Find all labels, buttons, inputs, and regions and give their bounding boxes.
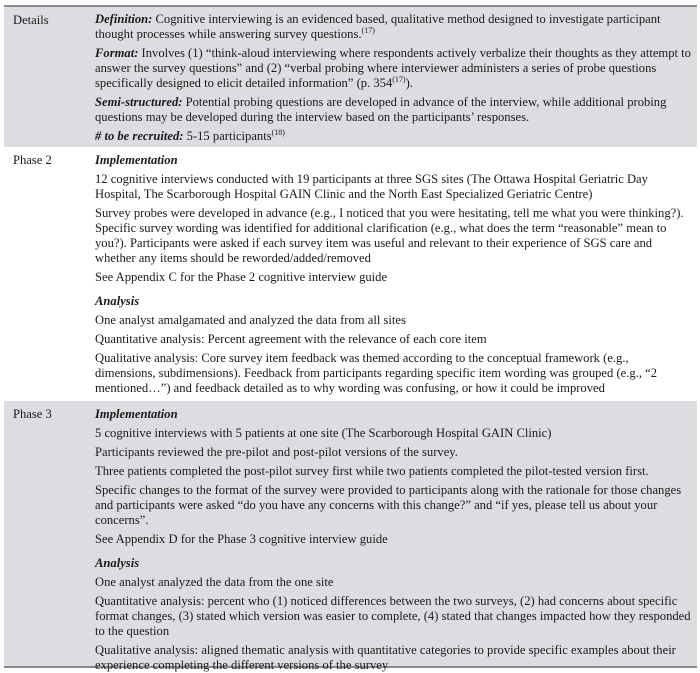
analysis-item: Qualitative analysis: aligned thematic analysis with quantitative categories to provide specific examples about their experience completing the different versions of the survey [95, 643, 676, 672]
row-label: Phase 3 [13, 407, 52, 421]
analysis-item: Quantitative analysis: Percent agreement with the relevance of each core item [95, 332, 487, 346]
table-row-phase-2 [4, 147, 697, 401]
implementation-item: See Appendix D for the Phase 3 cognitive interview guide [95, 532, 388, 546]
table-row-phase-3 [4, 401, 697, 672]
implementation-heading: Implementation [95, 407, 178, 421]
analysis-item: Quantitative analysis: percent who (1) noticed differences between the two surveys, (2) had concerns about specific format changes, (3) stated which version was easier to complete, (4) stated that changes impacted how they responded to the question [95, 594, 691, 638]
implementation-item: 5 cognitive interviews with 5 patients at one site (The Scarborough Hospital GAIN Clinic) [95, 426, 552, 440]
row-content [95, 152, 697, 395]
semi-structured-paragraph [95, 95, 691, 125]
recruited-paragraph [95, 129, 691, 144]
row-content [95, 12, 697, 141]
definition-text: Cognitive interviewing is an evidenced based, qualitative method designed to investigate participant thought processes while answering survey questions. [95, 12, 661, 41]
cognitive-interview-table [4, 5, 697, 672]
citation-ref: (17) [392, 74, 406, 84]
analysis-heading: Analysis [95, 294, 140, 308]
format-tail: ). [405, 76, 413, 90]
implementation-item: Three patients completed the post-pilot survey first while two patients completed the pilot-tested version first. [95, 464, 649, 478]
table-row-details [4, 7, 697, 147]
definition-term: Definition: [95, 12, 153, 26]
definition-paragraph [95, 12, 691, 42]
recruited-term: # to be recruited: [95, 129, 184, 143]
format-term: Format: [95, 46, 139, 60]
implementation-item: See Appendix C for the Phase 2 cognitive interview guide [95, 270, 388, 284]
citation-ref: (17) [361, 25, 375, 35]
implementation-item: 12 cognitive interviews conducted with 19 participants at three SGS sites (The Ottawa Hospital Geriatric Day Hospital, The Scarborough Hospital GAIN Clinic and the North East Specialized Geriatric Centre) [95, 172, 648, 201]
implementation-item: Survey probes were developed in advance (e.g., I noticed that you were hesitating, tell me what you were thinking?). Specific survey wording was identified for additional clarification (e.g., what does the term “reasonable” mean to you?). Participants were asked if each survey item was useful and relevant to their experience of SGS care and whether any items should be reworded/added/removed [95, 206, 684, 265]
citation-ref: (18) [271, 127, 285, 137]
row-content [95, 406, 697, 672]
row-label: Phase 2 [13, 153, 52, 167]
semi-structured-text: Potential probing questions are developed in advance of the interview, while additional probing questions may be developed during the interview based on the participants’ responses. [95, 95, 667, 124]
semi-structured-term: Semi-structured: [95, 95, 183, 109]
implementation-heading: Implementation [95, 153, 178, 167]
analysis-heading: Analysis [95, 556, 140, 570]
analysis-item: Qualitative analysis: Core survey item feedback was themed according to the conceptual framework (e.g., dimensions, subdimensions). Feedback from participants regarding specific item wording was grouped (e.g., “2 mentioned…”) and feedback detailed as to why wording was confusing, or how it could be improved [95, 351, 658, 395]
implementation-item: Specific changes to the format of the survey were provided to participants along with the rationale for those changes and participants were asked “do you have any concerns with this change?” and “if yes, please tell us about your concerns”. [95, 483, 682, 527]
implementation-item: Participants reviewed the pre-pilot and post-pilot versions of the survey. [95, 445, 458, 459]
recruited-text: 5-15 participants [183, 129, 272, 143]
analysis-item: One analyst analyzed the data from the one site [95, 575, 334, 589]
analysis-item: One analyst amalgamated and analyzed the data from all sites [95, 313, 406, 327]
format-text: Involves (1) “think-aloud interviewing where respondents actively verbalize their thoughts as they attempt to answer the survey questions” and (2) “verbal probing where interviewer administers a series of probe questions specifically designed to elicit detailed information” (p. 354 [95, 46, 691, 90]
format-paragraph [95, 46, 691, 91]
row-label: Details [13, 13, 49, 27]
